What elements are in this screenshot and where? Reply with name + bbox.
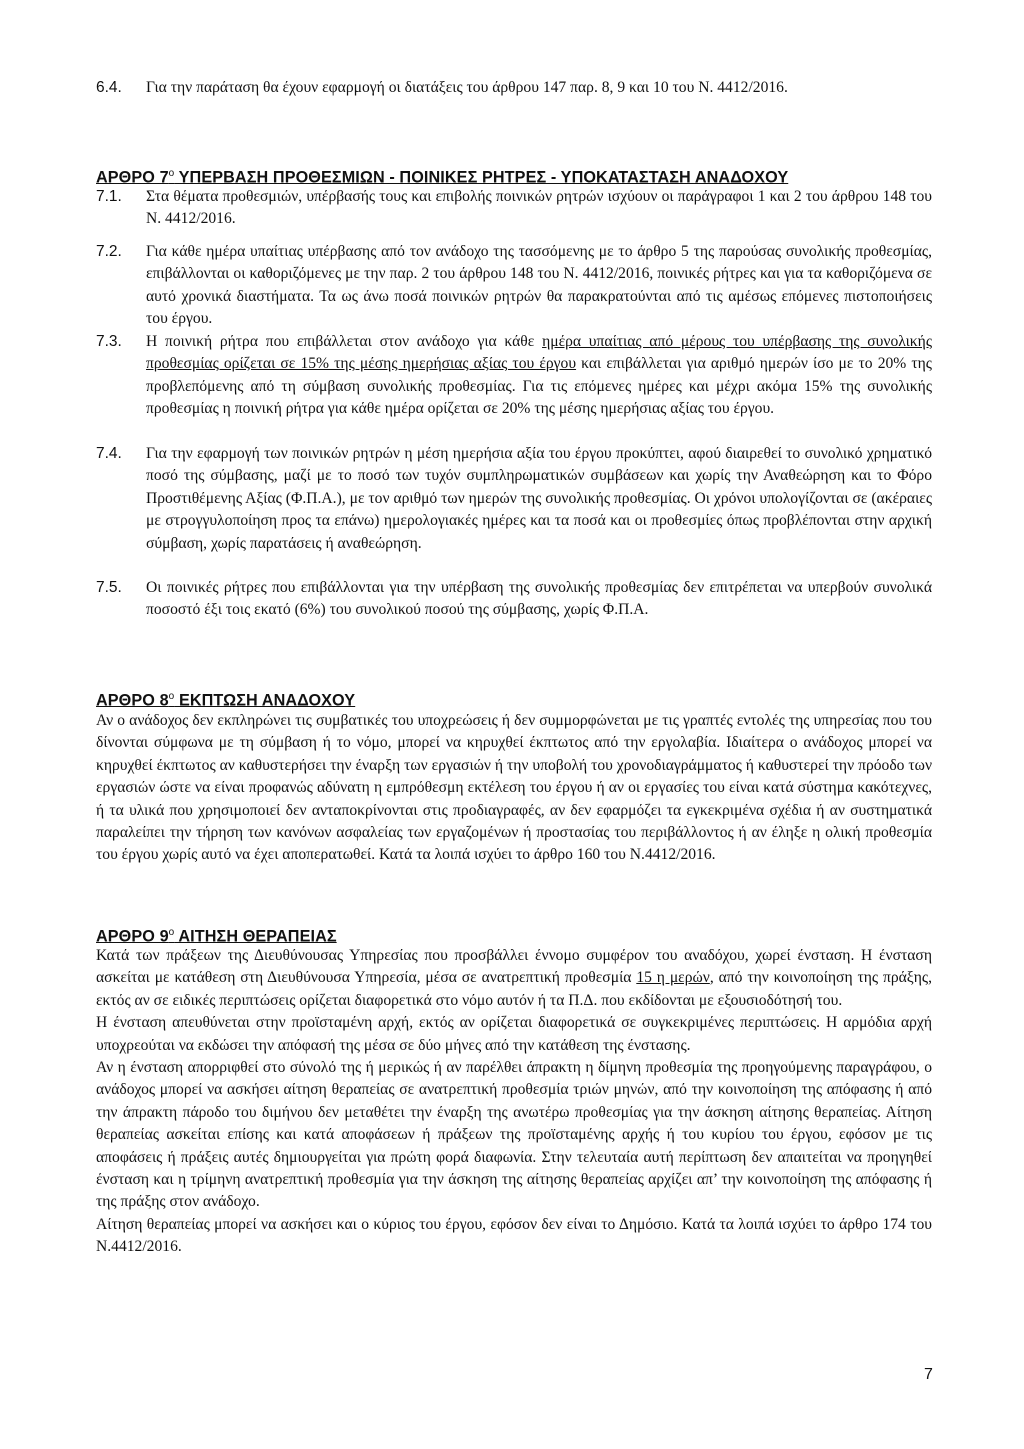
paragraph-number: 7.3.	[96, 333, 122, 350]
paragraph-7-1	[96, 186, 932, 231]
paragraph-number: 7.5.	[96, 579, 122, 596]
page-number: 7	[924, 1366, 933, 1383]
paragraph-7-3	[96, 331, 932, 421]
paragraph-6-4	[96, 77, 932, 99]
paragraph-text: Οι ποινικές ρήτρες που επιβάλλονται για την υπέρβαση της συνολικής προθεσμίας δεν επιτρέπεται να υπερβούν συνολικά ποσοστό έξι τοις εκατό (6%) του συνολικού ποσού της σύμβασης, χωρίς Φ.Π.Α.	[146, 579, 932, 619]
paragraph-text: Στα θέματα προθεσμιών, υπέρβασής τους και επιβολής ποινικών ρητρών ισχύουν οι παράγραφοι 1 και 2 του άρθρου 148 του Ν. 4412/2016.	[146, 188, 932, 228]
article-9-heading: ΑΡΘΡΟ $9^o$ ΑΙΤΗΣΗ ΘΕΡΑΠΕΙΑΣ	[96, 927, 337, 946]
article-9-text	[96, 945, 932, 1259]
paragraph-text: Για κάθε ημέρα υπαίτιας υπέρβασης από τον ανάδοχο της τασσόμενης με το άρθρο 5 της παρούσας συνολικής προθεσμίας, επιβάλλονται οι καθοριζόμενες με την παρ. 2 του άρθρου 148 του Ν. 4412/2016, ποινικές ρήτρες και για τα καθοριζόμενα σε αυτό χρονικά διαστήματα. Τα ως άνω ποσά ποινικών ρητρών θα παρακρατούνται από τις αμέσως επόμενες πιστοποιήσεις του έργου.	[146, 243, 932, 328]
paragraph-number: 7.4.	[96, 445, 122, 462]
paragraph-text: Για την εφαρμογή των ποινικών ρητρών η μέση ημερήσια αξία του έργου προκύπτει, αφού διαιρεθεί το συνολικό χρηματικό ποσό της σύμβασης, μαζί με το ποσό των τυχόν συμπληρωματικών συμβάσεων και χωρίς την Αναθεώρηση και το Φόρο Προστιθέμενης Αξίας (Φ.Π.Α.), με τον αριθμό των ημερών της συνολικής προθεσμίας. Οι χρόνοι υπολογίζονται σε (ακέραιες με στρογγυλοποίηση προς τα επάνω) ημερολογιακές ημέρες και τα ποσά και οι προθεσμίες όπως προβλέπονται στην αρχική σύμβαση, χωρίς παρατάσεις ή αναθεώρηση.	[146, 445, 932, 552]
paragraph-7-5	[96, 577, 932, 622]
article-9-paragraph-3: Αν η ένσταση απορριφθεί στο σύνολό της ή μερικώς ή αν παρέλθει άπρακτη η δίμηνη προθεσμία της προηγούμενης παραγράφου, ο ανάδοχος μπορεί να ασκήσει αίτηση θεραπείας σε ανατρεπτική προθεσμία τριών μηνών, από την κοινοποίηση της απόφασης ή από την άπρακτη πάροδο του διμήνου δεν μεταθέτει την έναρξη της ανωτέρω προθεσμίας για την άσκηση αίτησης θεραπείας. Αίτηση θεραπείας ασκείται επίσης και κατά αποφάσεων ή πράξεων της προϊσταμένης αρχής ή του κυρίου του έργου, εφόσον με τις αποφάσεις ή πράξεις αυτές δημιουργείται για πρώτη φορά διαφωνία. Στην τελευταία αυτή περίπτωση δεν απαιτείται να προηγηθεί ένσταση και η τρίμηνη ανατρεπτική προθεσμία για την άσκηση της αίτησης θεραπείας αρχίζει απ’ την κοινοποίηση της απόφασης ή της πράξης στον ανάδοχο.	[96, 1059, 932, 1211]
article-8-heading: ΑΡΘΡΟ $8^o$ ΕΚΠΤΩΣΗ ΑΝΑΔΟΧΟΥ	[96, 691, 356, 710]
article-9-paragraph-2: Η ένσταση απευθύνεται στην προϊσταμένη αρχή, εκτός αν ορίζεται διαφορετικά σε συγκεκριμένες περιπτώσεις. Η αρμόδια αρχή υποχρεούται να εκδώσει την απόφασή της μέσα σε δύο μήνες από την κατάθεση της ένστασης.	[96, 1014, 932, 1054]
underlined-text: 15 η μερών	[636, 969, 710, 987]
article-9-paragraph-4: Αίτηση θεραπείας μπορεί να ασκήσει και ο κύριος του έργου, εφόσον δεν είναι το Δημόσιο. Κατά τα λοιπά ισχύει το άρθρο 174 του Ν.4412/2016.	[96, 1215, 932, 1256]
paragraph-text: Για την παράταση θα έχουν εφαρμογή οι διατάξεις του άρθρου 147 παρ. 8, 9 και 10 του Ν. 4412/2016.	[146, 79, 788, 96]
paragraph-number: 7.1.	[96, 188, 122, 205]
article-9-paragraph-1: Κατά των πράξεων της Διευθύνουσας Υπηρεσίας που προσβάλλει έννομο συμφέρον του αναδόχου, χωρεί ένσταση. Η ένσταση ασκείται με κατάθεση στη Διευθύνουσα Υπηρεσία, μέσα σε ανατρεπτική προθεσμία 15 η μερών, από την κοινοποίηση της πράξης, εκτός αν σε ειδικές περιπτώσεις ορίζεται διαφορετικά στο νόμο αυτόν ή τα Π.Δ. που εκδίδονται με εξουσιοδότησή του.	[96, 947, 932, 1009]
paragraph-number: 6.4.	[96, 79, 122, 96]
article-8-text: Αν ο ανάδοχος δεν εκπληρώνει τις συμβατικές του υποχρεώσεις ή δεν συμμορφώνεται με τις γραπτές εντολές της υπηρεσίας που του δίνονται σύμφωνα με τη σύμβαση ή το νόμο, μπορεί να κηρυχθεί έκπτωτος από την εργολαβία. Ιδιαίτερα ο ανάδοχος μπορεί να κηρυχθεί έκπτωτος αν καθυστερήσει την έναρξη των εργασιών ή την υποβολή του χρονοδιαγράμματος ή καθυστερεί την πρόοδο των εργασιών ώστε να είναι προφανώς αδύνατη η εμπρόθεσμη εκτέλεση του έργου ή αν οι εργασίες του είναι κατά σύστημα κακότεχνες, ή τα υλικά που χρησιμοποιεί δεν ανταποκρίνονται στις προδιαγραφές, αν δεν εφαρμόζει τα εγκεκριμένα σχέδια ή αν συστηματικά παραλείπει την τήρηση των κανόνων ασφαλείας των εργαζομένων ή προστασίας του περιβάλλοντος ή αν έληξε η ολική προθεσμία του έργου χωρίς αυτό να έχει αποπερατωθεί. Κατά τα λοιπά ισχύει το άρθρο 160 του Ν.4412/2016.	[96, 712, 932, 864]
paragraph-7-2	[96, 241, 932, 331]
paragraph-text: Η ποινική ρήτρα που επιβάλλεται στον ανάδοχο για κάθε ημέρα υπαίτιας από μέρους του υπέρβασης της συνολικής προθεσμίας ορίζεται σε 15% της μέσης ημερήσιας αξίας του έργου και επιβάλλεται για αριθμό ημερών ίσο με το 20% της προβλεπόμενης από τη σύμβαση συνολικής προθεσμίας. Για τις επόμενες ημέρες και μέχρι ακόμα 15% της συνολικής προθεσμίας η ποινική ρήτρα για κάθε ημέρα ορίζεται σε 20% της μέσης ημερήσιας αξίας του έργου.	[146, 333, 932, 418]
paragraph-7-4	[96, 443, 932, 555]
underlined-text: ημέρα υπαίτιας από μέρους του υπέρβασης της συνολικής προθεσμίας ορίζεται σε 15% της μέσης ημερήσιας αξίας του έργου	[146, 333, 932, 373]
paragraph-number: 7.2.	[96, 243, 122, 260]
article-7-heading: ΑΡΘΡΟ $7^o$ ΥΠΕΡΒΑΣΗ ΠΡΟΘΕΣΜΙΩΝ - ΠΟΙΝΙΚΕΣ ΡΗΤΡΕΣ - ΥΠΟΚΑΤΑΣΤΑΣΗ ΑΝΑΔΟΧΟΥ	[96, 168, 789, 187]
